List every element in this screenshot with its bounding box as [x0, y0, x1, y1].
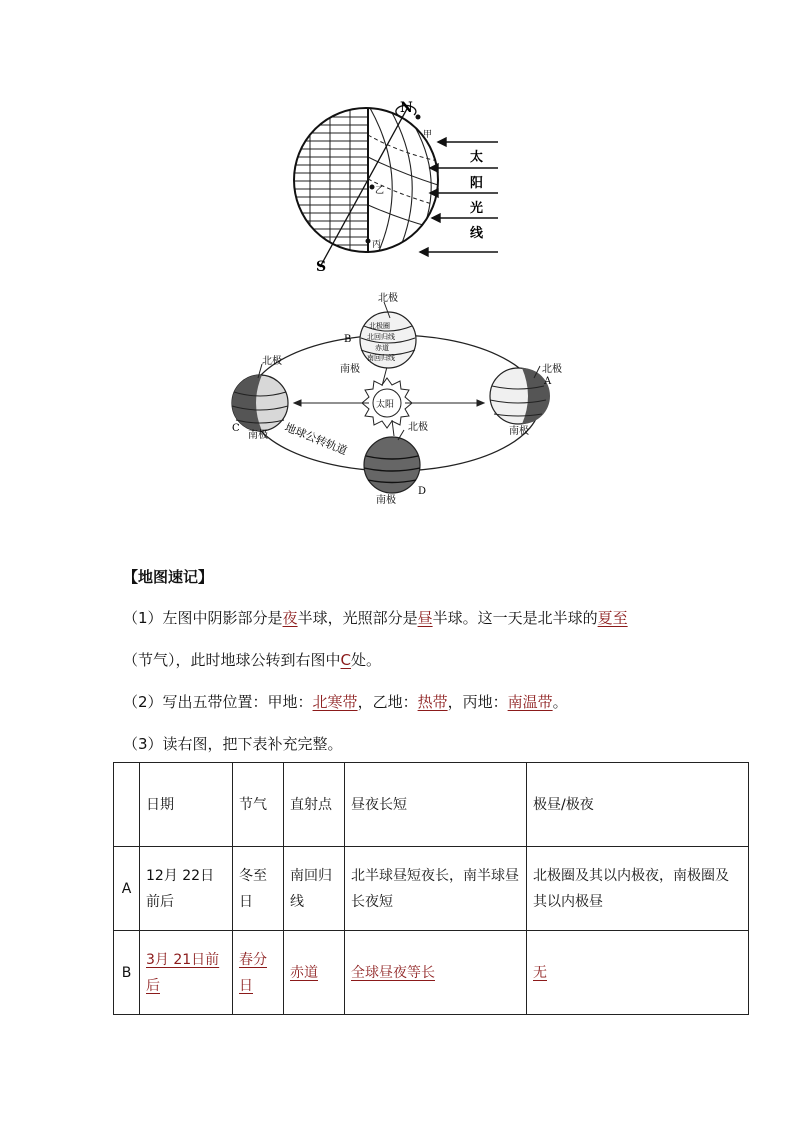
d-north-pole: 北极 — [408, 422, 428, 433]
answer-position: C — [340, 651, 351, 669]
table-cell: 12月 22日前后 — [140, 847, 233, 931]
a-north-pole: 北极 — [542, 364, 562, 375]
table-cell: 南回归线 — [284, 847, 345, 931]
table-cell: 北极圈及其以内极夜，南极圈及其以内极昼 — [527, 847, 749, 931]
answer-jia: 北寒带 — [312, 693, 358, 711]
sunlight-char-3: 光 — [470, 201, 484, 216]
pos-b: B — [344, 334, 352, 345]
pos-a: A — [544, 376, 552, 387]
b-line-1: 北极圈 — [369, 322, 390, 330]
answer-night: 夜 — [282, 609, 298, 627]
table-row — [114, 847, 749, 931]
row-key: B — [114, 931, 140, 1015]
earth-orbit-figure — [222, 288, 572, 510]
table-cell — [345, 931, 527, 1015]
a-south-pole: 南极 — [509, 426, 529, 437]
table-cell — [527, 931, 749, 1015]
table-cell — [284, 931, 345, 1015]
question-1-line-2: （节气），此时地球公转到右图中C处。 — [123, 651, 382, 669]
sunlight-globe-figure — [280, 95, 520, 275]
c-north-pole: 北极 — [262, 356, 282, 367]
c-south-pole: 南极 — [248, 430, 268, 441]
pole-s-label: S — [316, 259, 327, 275]
sun-label: 太阳 — [376, 400, 395, 410]
sunlight-char-1: 太 — [470, 150, 484, 165]
header-cell: 极昼/极夜 — [527, 763, 749, 847]
answer-bing: 南温带 — [507, 693, 553, 711]
table-cell: 北半球昼短夜长，南半球昼长夜短 — [345, 847, 527, 931]
answer-cell: 春分日 — [239, 951, 267, 994]
header-cell — [114, 763, 140, 847]
sunlight-char-2: 阳 — [470, 176, 484, 191]
pole-n-label: N — [400, 100, 413, 116]
pos-c: C — [232, 423, 240, 434]
answer-cell: 全球昼夜等长 — [351, 964, 435, 981]
point-bing-label: 丙 — [372, 240, 382, 250]
point-yi-label: 乙 — [375, 186, 385, 196]
answer-day: 昼 — [417, 609, 433, 627]
header-cell: 节气 — [233, 763, 284, 847]
answer-cell: 无 — [533, 964, 547, 981]
question-2: （2）写出五带位置：甲地：北寒带，乙地：热带，丙地：南温带。 — [123, 693, 568, 711]
answer-cell: 3月 21日前后 — [146, 951, 220, 994]
table-cell — [140, 931, 233, 1015]
sunlight-char-4: 线 — [470, 226, 484, 241]
b-line-4: 南回归线 — [367, 354, 395, 362]
question-1-line-1: （1）左图中阴影部分是夜半球，光照部分是昼半球。这一天是北半球的夏至 — [123, 609, 628, 627]
answer-solar-term: 夏至 — [597, 609, 628, 627]
header-cell: 直射点 — [284, 763, 345, 847]
b-south-pole: 南极 — [340, 364, 360, 375]
point-jia-label: 甲 — [423, 130, 433, 140]
pos-d: D — [418, 486, 427, 497]
orbit-label: 地球公转轨道 — [282, 420, 349, 458]
header-cell: 昼夜长短 — [345, 763, 527, 847]
table-header-row — [114, 763, 749, 847]
row-key: A — [114, 847, 140, 931]
solar-terms-table — [113, 762, 749, 1015]
section-heading: 【地图速记】 — [123, 568, 214, 586]
question-3: （3）读右图，把下表补充完整。 — [123, 735, 343, 753]
table-row — [114, 931, 749, 1015]
answer-cell: 赤道 — [290, 964, 318, 981]
b-line-2: 北回归线 — [367, 333, 395, 341]
header-cell: 日期 — [140, 763, 233, 847]
d-south-pole: 南极 — [376, 495, 396, 506]
answer-yi: 热带 — [417, 693, 448, 711]
b-north-pole: 北极 — [378, 293, 398, 304]
b-line-3: 赤道 — [375, 344, 389, 352]
table-cell: 冬至日 — [233, 847, 284, 931]
table-cell — [233, 931, 284, 1015]
